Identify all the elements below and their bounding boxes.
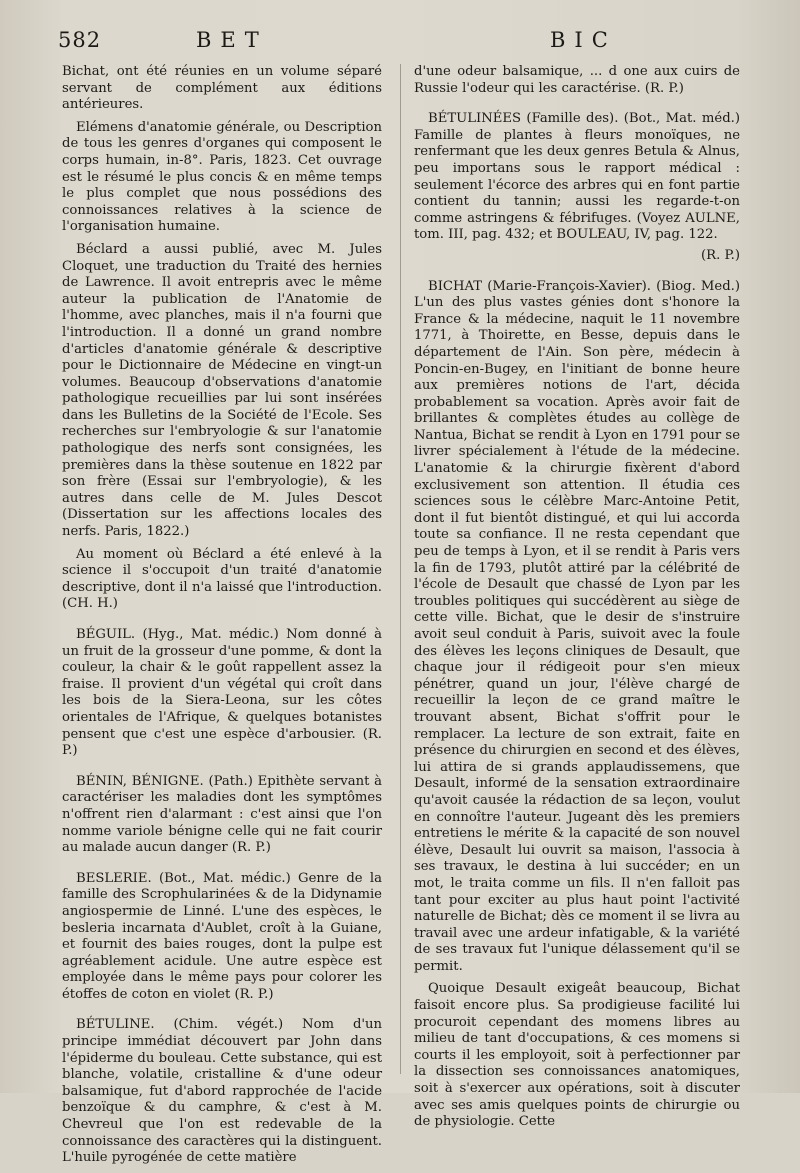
left-column [62,64,382,1173]
paragraph: Béclard a aussi publié, avec M. Jules Cloquet, une traduction du Traité des hernies de Lawrence. Il avoit entrepris avec le même auteur la publication de l'Anatomie de l'homme, avec planches, mais il n'a fourni que l'introduction. Il a donné un grand nombre d'articles d'anatomie générale & descriptive pour le Dictionnaire de Médecine en vingt-un volumes. Beaucoup d'observations d'anatomie pathologique recueillies par lui sont insérées dans les Bulletins de la Société de l'Ecole. Ses recherches sur l'embryologie & sur l'anatomie pathologique des nerfs sont consignées, les premières dans la thèse soutenue en 1822 par son frère (Essai sur l'embryologie), & les autres dans celle de M. Jules Descot (Dissertation sur les affections locales des nerfs. Paris, 1822.) [62,241,382,540]
column-divider [400,64,401,1074]
entry-betuline: BÉTULINE. (Chim. végét.) Nom d'un principe immédiat découvert par John dans l'épiderme du bouleau. Cette substance, qui est blanche, volatile, cristalline & d'une odeur balsamique, fut d'abord rapprochée de l'acide benzoïque & du camphre, & c'est à M. Chevreul que l'on est redevable de la connoissance des caractères qui la distinguent. L'huile pyrogénée de cette matière [62,1017,382,1166]
signature: (R. P.) [701,247,740,263]
page-number: 582 [58,28,102,52]
paragraph: Elémens d'anatomie générale, ou Description de tous les genres d'organes qui composent le corps humain, in-8°. Paris, 1823. Cet ouvrage est le résumé le plus concis & en même temps le plus complet que nous possédions des connoissances relatives à la science de l'organisation humaine. [62,119,382,235]
running-head-left: BET [196,28,268,52]
right-column [414,64,740,1137]
entry-benin: BÉNIN, BÉNIGNE. (Path.) Epithète servant à caractériser les maladies dont les symptômes n'offrent rien d'alarmant : c'est ainsi que l'on nomme variole bénigne celle qui ne fait courir au malade aucun danger (R. P.) [62,773,382,856]
paragraph: d'une odeur balsamique, ... d one aux cuirs de Russie l'odeur qui les caractérise. (R. P.) [414,64,740,96]
paragraph: Quoique Desault exigeât beaucoup, Bichat faisoit encore plus. Sa prodigieuse facilité lui procuroit cependant des momens libres au milieu de tant d'occupations, & ces momens si courts il les employoit, soit à perfectionner par la dissection ses connoissances anatomiques, soit à s'exercer aux opérations, soit à discuter avec ses amis quelques points de chirurgie ou de physiologie. Cette [414,981,740,1130]
entry-betulinees: BÉTULINÉES (Famille des). (Bot., Mat. méd.) Famille de plantes à fleurs monoïques, ne renfermant que les deux genres Betula & Alnus, peu importans sous le rapport médical : seulement l'écorce des arbres qui en font partie contient du tannin; aussi les regarde-t-on comme astringens & fébrifuges. (Voyez AULNE, tom. III, pag. 432; et BOULEAU, IV, pag. 122. [414,111,740,243]
entry-beslerie: BESLERIE. (Bot., Mat. médic.) Genre de la famille des Scrophularinées & de la Didynamie angiospermie de Linné. L'une des espèces, le besleria incarnata d'Aublet, croît à la Guiane, et fournit des baies rouges, dont la pulpe est agréablement acidule. Une autre espèce est employée dans le même pays pour colorer les étoffes de coton en violet (R. P.) [62,870,382,1002]
paragraph: Au moment où Béclard a été enlevé à la science il s'occupoit d'un traité d'anatomie descriptive, dont il n'a laissé que l'introduction. (CH. H.) [62,546,382,612]
entry-beguil: BÉGUIL. (Hyg., Mat. médic.) Nom donné à un fruit de la grosseur d'une pomme, & dont la couleur, la chair & le goût rappellent assez la fraise. Il provient d'un végétal qui croît dans les bois de la Siera-Leona, sur les côtes orientales de l'Afrique, & quelques botanistes pensent que c'est une espèce d'arbousier. (R. P.) [62,627,382,759]
running-head-right: BIC [550,28,617,52]
entry-bichat: BICHAT (Marie-François-Xavier). (Biog. Med.) L'un des plus vastes génies dont s'honore la France & la médecine, naquit le 11 novembre 1771, à Thoirette, en Besse, depuis dans le département de l'Ain. Son père, médecin à Poncin-en-Bugey, en l'initiant de bonne heure aux premières notions de l'art, décida probablement sa vocation. Après avoir fait de brillantes & complètes études au collège de Nantua, Bichat se rendit à Lyon en 1791 pour se livrer spécialement à l'étude de la médecine. L'anatomie & la chirurgie fixèrent d'abord exclusivement son attention. Il étudia ces sciences sous le célèbre Marc-Antoine Petit, dont il fut bientôt distingué, et qui lui accorda toute sa confiance. Il ne resta cependant que peu de temps à Lyon, et il se rendit à Paris vers la fin de 1793, plutôt attiré par la célébrité de l'école de Desault que chassé de Lyon par les troubles politiques qui succédèrent au siège de cette ville. Bichat, que le desir de s'instruire avoit seul conduit à Paris, suivoit avec la foule des élèves les leçons cliniques de Desault, que chaque jour il rédigeoit pour s'en mieux pénétrer, quand un jour, l'élève chargé de recueillir la leçon de ce grand maître le trouvant absent, Bichat s'offrit pour le remplacer. La lecture de son extrait, faite en présence du chirurgien en second et des élèves, lui attira de si grands applaudissemens, que Desault, informé de la sensation extraordinaire qu'avoit causée la rédaction de sa leçon, voulut en connoître l'auteur. Jugeant dès les premiers entretiens le mérite & la capacité de son nouvel élève, Desault lui ouvrit sa maison, l'associa à ses travaux, le destina à lui succéder; en un mot, le traita comme un fils. Il n'en falloit pas tant pour exciter au plus haut point l'activité naturelle de Bichat; dès ce moment il se livra au travail avec une ardeur infatigable, & la variété de ses travaux fut l'unique délassement qu'il se permit. [414,278,740,974]
paragraph: Bichat, ont été réunies en un volume séparé servant de complément aux éditions antérieures. [62,64,382,113]
